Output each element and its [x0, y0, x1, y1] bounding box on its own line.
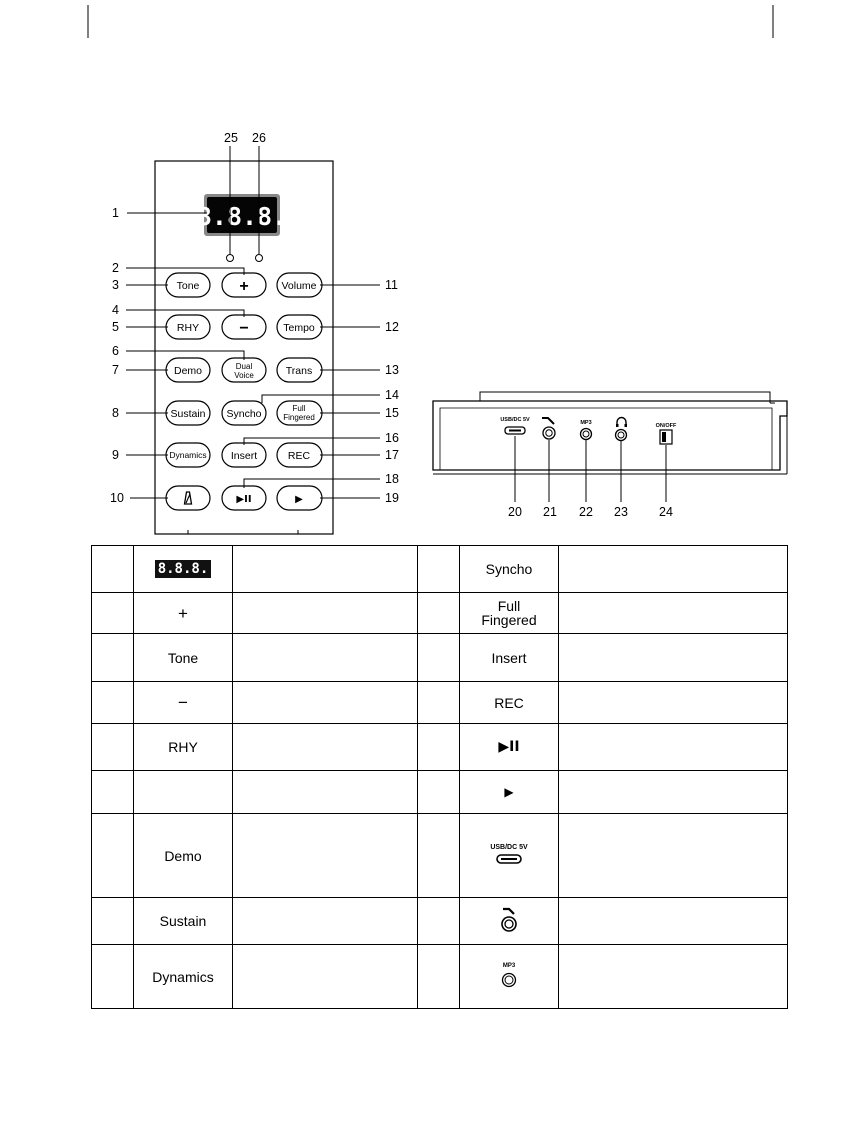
svg-text:8.8.8.: 8.8.8. — [196, 202, 288, 231]
svg-text:Fingered: Fingered — [283, 413, 315, 422]
callout-5: 5 — [112, 320, 119, 334]
desc-cell — [559, 945, 788, 1009]
table-row — [92, 546, 788, 593]
tone-button[interactable] — [166, 273, 210, 297]
desc-cell — [559, 593, 788, 634]
num-cell — [92, 814, 134, 898]
svg-text:▶: ▶ — [295, 494, 303, 505]
usb-port-label: USB/DC 5V — [500, 417, 530, 423]
led-display-cell — [134, 546, 233, 593]
callout-20: 20 — [508, 505, 522, 519]
svg-text:▶II: ▶II — [236, 494, 252, 505]
desc-cell — [233, 814, 418, 898]
legend-table — [91, 545, 788, 1009]
sustain-pedal-icon — [542, 418, 554, 424]
callout-16: 16 — [385, 431, 399, 445]
rec-button[interactable] — [277, 443, 322, 467]
plus-button[interactable] — [222, 273, 266, 297]
num-cell — [92, 593, 134, 634]
volume-button[interactable] — [277, 273, 322, 297]
num-cell — [92, 546, 134, 593]
pedal-jack[interactable] — [542, 418, 555, 439]
svg-text:Tempo: Tempo — [283, 322, 315, 334]
callout-14: 14 — [385, 388, 399, 402]
callout-8: 8 — [112, 406, 119, 420]
led-display-icon: 8.8.8. — [155, 560, 212, 578]
desc-cell — [233, 546, 418, 593]
syncho-button[interactable] — [222, 401, 266, 425]
num-cell — [418, 682, 460, 724]
num-cell — [418, 898, 460, 945]
callout-11: 11 — [385, 278, 398, 292]
desc-cell — [233, 593, 418, 634]
desc-cell — [559, 814, 788, 898]
callout-21: 21 — [543, 505, 557, 519]
desc-cell — [559, 724, 788, 771]
num-cell — [92, 634, 134, 682]
legend-insert: Insert — [460, 634, 559, 682]
legend-dynamics: Dynamics — [134, 945, 233, 1009]
side-leader-lines — [515, 436, 666, 502]
headphone-icon — [616, 418, 627, 428]
callout-18: 18 — [385, 472, 399, 486]
table-row — [92, 771, 788, 814]
desc-cell — [559, 546, 788, 593]
callout-26: 26 — [252, 131, 266, 145]
full-fingered-button[interactable] — [277, 401, 322, 425]
desc-cell — [559, 634, 788, 682]
legend-minus: − — [134, 682, 233, 724]
callout-19: 19 — [385, 491, 399, 505]
desc-cell — [233, 724, 418, 771]
dynamics-button[interactable] — [166, 443, 210, 467]
desc-cell — [233, 634, 418, 682]
svg-text:Volume: Volume — [281, 280, 317, 292]
callout-3: 3 — [112, 278, 119, 292]
num-cell — [92, 682, 134, 724]
rhy-button[interactable] — [166, 315, 210, 339]
desc-cell — [233, 945, 418, 1009]
legend-mp3: MP3 — [460, 945, 559, 1009]
num-cell — [92, 945, 134, 1009]
svg-text:Demo: Demo — [173, 365, 203, 377]
legend-plus: + — [134, 593, 233, 634]
legend-full-fingered: Full Fingered — [460, 593, 559, 634]
table-row — [92, 898, 788, 945]
svg-text:Dual: Dual — [235, 362, 253, 371]
num-cell — [418, 634, 460, 682]
play-button[interactable] — [277, 486, 322, 510]
metronome-button[interactable] — [166, 486, 210, 510]
indicator-led-25 — [227, 255, 234, 262]
svg-text:−: − — [239, 320, 249, 337]
desc-cell — [559, 771, 788, 814]
callout-7: 7 — [112, 363, 119, 377]
num-cell — [92, 724, 134, 771]
demo-button[interactable] — [166, 358, 210, 382]
desc-cell — [233, 682, 418, 724]
headphone-jack[interactable] — [616, 418, 628, 441]
sustain-pedal-jack-icon — [497, 906, 521, 934]
num-cell — [418, 945, 460, 1009]
callout-15: 15 — [385, 406, 399, 420]
svg-text:Tone: Tone — [176, 280, 200, 292]
callout-4: 4 — [112, 303, 119, 317]
callout-22: 22 — [579, 505, 593, 519]
crop-marks — [88, 5, 773, 38]
dual-voice-button[interactable] — [222, 358, 266, 382]
insert-button[interactable] — [222, 443, 266, 467]
callout-9: 9 — [112, 448, 119, 462]
mp3-port-label: MP3 — [580, 420, 592, 426]
legend-rhy: RHY — [134, 724, 233, 771]
trans-button[interactable] — [277, 358, 322, 382]
num-cell — [92, 771, 134, 814]
onoff-label: ON/OFF — [655, 423, 677, 429]
legend-demo: Demo — [134, 814, 233, 898]
usb-icon — [494, 852, 524, 866]
svg-text:+: + — [239, 278, 249, 295]
svg-text:Syncho: Syncho — [226, 408, 262, 420]
callout-12: 12 — [385, 320, 399, 334]
desc-cell — [233, 898, 418, 945]
svg-text:Voice: Voice — [234, 371, 254, 380]
legend-play-pause: ▶II — [460, 724, 559, 771]
num-cell — [418, 814, 460, 898]
play-pause-button[interactable] — [222, 486, 266, 510]
mp3-jack[interactable] — [581, 429, 592, 440]
legend-usb: USB/DC 5V — [460, 814, 559, 898]
legend-pedal — [460, 898, 559, 945]
svg-text:Insert: Insert — [230, 450, 258, 462]
minus-button[interactable] — [222, 315, 266, 339]
legend-rec: REC — [460, 682, 559, 724]
num-cell — [418, 724, 460, 771]
svg-text:Trans: Trans — [285, 365, 313, 377]
table-row — [92, 814, 788, 898]
desc-cell — [559, 898, 788, 945]
num-cell — [418, 593, 460, 634]
table-row — [92, 682, 788, 724]
legend-syncho: Syncho — [460, 546, 559, 593]
callout-2: 2 — [112, 261, 119, 275]
power-switch[interactable] — [660, 430, 672, 444]
mp3-jack-icon — [499, 971, 519, 989]
tempo-button[interactable] — [277, 315, 322, 339]
svg-text:Sustain: Sustain — [170, 408, 206, 420]
callout-23: 23 — [614, 505, 628, 519]
legend-tone: Tone — [134, 634, 233, 682]
num-cell — [418, 546, 460, 593]
callout-1: 1 — [112, 206, 119, 220]
callout-10: 10 — [110, 491, 124, 505]
desc-cell — [233, 771, 418, 814]
table-row — [92, 945, 788, 1009]
sustain-button[interactable] — [166, 401, 210, 425]
desc-cell — [559, 682, 788, 724]
legend-empty — [134, 771, 233, 814]
callout-25: 25 — [224, 131, 238, 145]
legend-sustain: Sustain — [134, 898, 233, 945]
svg-text:RHY: RHY — [176, 322, 200, 334]
svg-text:Dynamics: Dynamics — [169, 450, 207, 460]
side-panel — [433, 392, 787, 474]
table-row — [92, 724, 788, 771]
usb-port[interactable] — [505, 427, 525, 434]
callout-24: 24 — [659, 505, 673, 519]
table-row — [92, 593, 788, 634]
led-display — [197, 194, 287, 236]
callout-6: 6 — [112, 344, 119, 358]
num-cell — [418, 771, 460, 814]
callout-17: 17 — [385, 448, 399, 462]
svg-text:Full: Full — [292, 404, 306, 413]
legend-play: ▶ — [460, 771, 559, 814]
table-row — [92, 634, 788, 682]
callout-13: 13 — [385, 363, 399, 377]
indicator-led-26 — [256, 255, 263, 262]
svg-text:REC: REC — [287, 450, 311, 462]
num-cell — [92, 898, 134, 945]
